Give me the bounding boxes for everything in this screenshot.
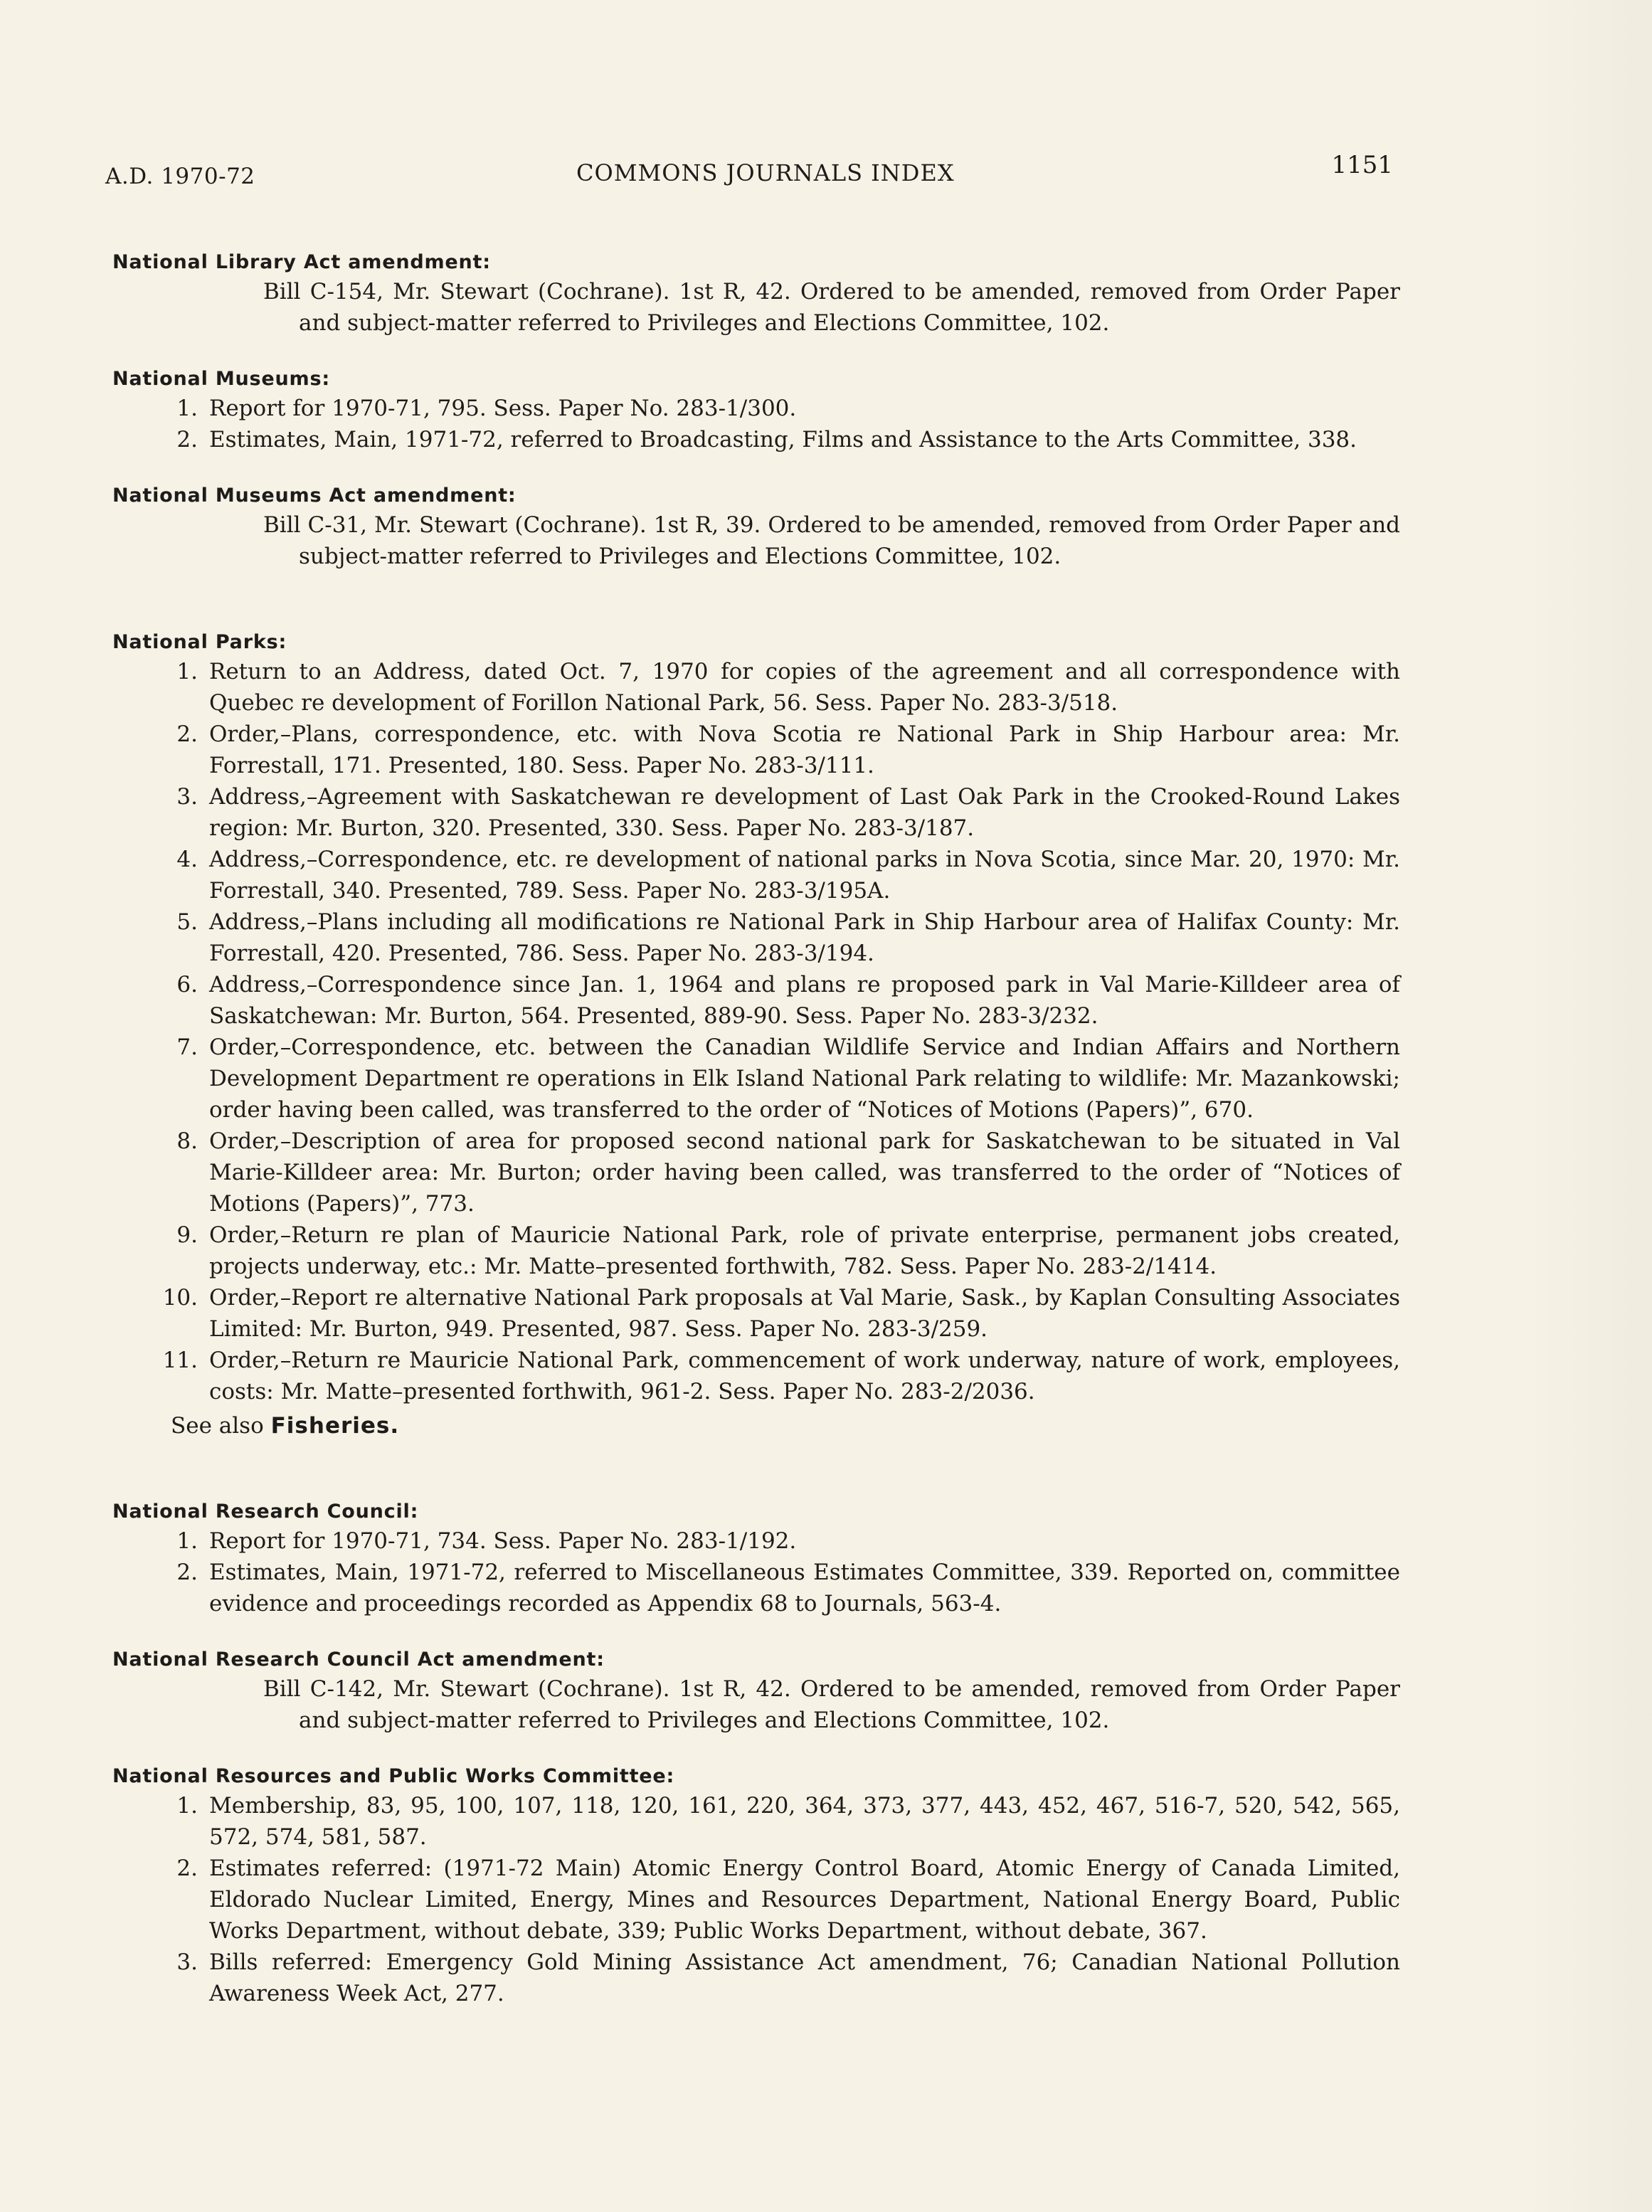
entry-text: Report for 1970-71, 734. Sess. Paper No. 283-1/192. bbox=[209, 1528, 797, 1554]
page-edge-shading bbox=[1524, 0, 1652, 2212]
entry-text: Estimates, Main, 1971-72, referred to Miscellaneous Estimates Committee, 339. Reported on, committee evidence and proceedings recorded as Appendix 68 to Journals, 563-4. bbox=[209, 1560, 1400, 1616]
index-entry bbox=[112, 719, 1400, 781]
entry-text: Estimates, Main, 1971-72, referred to Broadcasting, Films and Assistance to the Arts Committee, 338. bbox=[209, 427, 1357, 453]
entry-number: 2. bbox=[176, 427, 198, 453]
entry-number: 2. bbox=[176, 721, 198, 747]
section-heading: National Museums Act amendment: bbox=[112, 485, 517, 507]
index-entry bbox=[112, 906, 1400, 969]
index-entry bbox=[112, 1853, 1400, 1947]
index-entry bbox=[112, 656, 1400, 719]
entry-text: Estimates referred: (1971-72 Main) Atomic Energy Control Board, Atomic Energy of Canada Limited, Eldorado Nuclear Limited, Energy, Mines and Resources Department, National Energy Board, Public Works Department, without debate, 339; Public Works Department, without debate, 367. bbox=[209, 1856, 1400, 1944]
entry-number: 5. bbox=[176, 909, 198, 935]
section-heading: National Resources and Public Works Committee: bbox=[112, 1765, 675, 1787]
index-entry bbox=[112, 1032, 1400, 1126]
entry-text: Return to an Address, dated Oct. 7, 1970 for copies of the agreement and all correspondence with Quebec re development of Forillon National Park, 56. Sess. Paper No. 283-3/518. bbox=[209, 659, 1400, 716]
entry-number: 4. bbox=[176, 847, 198, 872]
index-content bbox=[112, 249, 1400, 2036]
entry-number: 1. bbox=[176, 396, 198, 421]
index-entry bbox=[112, 393, 1400, 424]
section-paragraph: Bill C-142, Mr. Stewart (Cochrane). 1st R, 42. Ordered to be amended, removed from Order Paper and subject-matter referred to Privileges and Elections Committee, 102. bbox=[263, 1676, 1400, 1733]
entry-text: Address,–Plans including all modifications re National Park in Ship Harbour area of Halifax County: Mr. Forrestall, 420. Presented, 786. Sess. Paper No. 283-3/194. bbox=[209, 909, 1400, 966]
entry-number: 9. bbox=[176, 1222, 198, 1248]
entry-text: Address,–Correspondence since Jan. 1, 1964 and plans re proposed park in Val Marie-Killdeer area of Saskatchewan: Mr. Burton, 564. Presented, 889-90. Sess. Paper No. 283-3/232. bbox=[209, 972, 1400, 1029]
entry-text: Address,–Correspondence, etc. re development of national parks in Nova Scotia, since Mar. 20, 1970: Mr. Forrestall, 340. Presented, 789. Sess. Paper No. 283-3/195A. bbox=[209, 847, 1400, 904]
section-heading: National Research Council Act amendment: bbox=[112, 1649, 605, 1671]
index-entry bbox=[112, 969, 1400, 1032]
see-also-label: See also bbox=[171, 1413, 264, 1439]
section-heading: National Parks: bbox=[112, 631, 287, 653]
entry-number: 3. bbox=[176, 784, 198, 810]
index-entry bbox=[112, 1790, 1400, 1853]
see-also-target: Fisheries. bbox=[270, 1413, 400, 1439]
entry-text: Order,–Report re alternative National Park proposals at Val Marie, Sask., by Kaplan Consulting Associates Limited: Mr. Burton, 949. Presented, 987. Sess. Paper No. 283-3/259. bbox=[209, 1285, 1400, 1342]
page-header bbox=[105, 151, 1393, 201]
index-entry bbox=[112, 1126, 1400, 1219]
section-paragraph: Bill C-154, Mr. Stewart (Cochrane). 1st R, 42. Ordered to be amended, removed from Order Paper and subject-matter referred to Privileges and Elections Committee, 102. bbox=[263, 279, 1400, 336]
header-title: COMMONS JOURNALS INDEX bbox=[576, 159, 955, 186]
entry-number: 11. bbox=[162, 1348, 198, 1373]
section-heading: National Library Act amendment: bbox=[112, 251, 491, 273]
section-heading: National Research Council: bbox=[112, 1501, 419, 1523]
entry-text: Membership, 83, 95, 100, 107, 118, 120, 161, 220, 364, 373, 377, 443, 452, 467, 516-7, 520, 542, 565, 572, 574, 581, 587. bbox=[209, 1793, 1400, 1850]
header-year-range: A.D. 1970-72 bbox=[105, 164, 255, 189]
section-heading: National Museums: bbox=[112, 368, 330, 390]
index-entry bbox=[112, 1557, 1400, 1619]
entry-number: 1. bbox=[176, 1793, 198, 1819]
index-entry bbox=[112, 1525, 1400, 1557]
index-entry bbox=[112, 1947, 1400, 2009]
entry-number: 6. bbox=[176, 972, 198, 997]
entry-text: Bills referred: Emergency Gold Mining Assistance Act amendment, 76; Canadian National Pollution Awareness Week Act, 277. bbox=[209, 1949, 1400, 2006]
index-entry bbox=[112, 1282, 1400, 1345]
entry-text: Report for 1970-71, 795. Sess. Paper No. 283-1/300. bbox=[209, 396, 797, 421]
index-section-national-research-council-act bbox=[112, 1646, 1400, 1736]
index-entry bbox=[112, 1219, 1400, 1282]
entry-number: 2. bbox=[176, 1560, 198, 1585]
section-paragraph: Bill C-31, Mr. Stewart (Cochrane). 1st R, 39. Ordered to be amended, removed from Order Paper and subject-matter referred to Privileges and Elections Committee, 102. bbox=[263, 512, 1400, 569]
index-entry bbox=[112, 1345, 1400, 1407]
see-also-reference bbox=[112, 1410, 1400, 1441]
entry-number: 3. bbox=[176, 1949, 198, 1975]
entry-number: 1. bbox=[176, 659, 198, 684]
entry-text: Order,–Plans, correspondence, etc. with Nova Scotia re National Park in Ship Harbour area: Mr. Forrestall, 171. Presented, 180. Sess. Paper No. 283-3/111. bbox=[209, 721, 1400, 778]
entry-text: Order,–Return re Mauricie National Park, commencement of work underway, nature of work, employees, costs: Mr. Matte–presented forthwith, 961-2. Sess. Paper No. 283-2/2036. bbox=[209, 1348, 1400, 1404]
index-section-national-parks bbox=[112, 629, 1400, 1441]
entry-number: 1. bbox=[176, 1528, 198, 1554]
index-entry bbox=[112, 424, 1400, 455]
entry-text: Order,–Return re plan of Mauricie National Park, role of private enterprise, permanent jobs created, projects underway, etc.: Mr. Matte–presented forthwith, 782. Sess. Paper No. 283-2/1414. bbox=[209, 1222, 1400, 1279]
entry-number: 10. bbox=[162, 1285, 198, 1311]
entry-number: 8. bbox=[176, 1128, 198, 1154]
entry-text: Order,–Correspondence, etc. between the Canadian Wildlife Service and Indian Affairs and Northern Development Department re operations in Elk Island National Park relating to wildlife: Mr. Mazankowski; order having been called, was transferred to the order of “Notices of Motions (Papers)”, 670. bbox=[209, 1034, 1400, 1123]
index-section-national-library-act bbox=[112, 249, 1400, 339]
index-entry bbox=[112, 844, 1400, 906]
entry-number: 7. bbox=[176, 1034, 198, 1060]
entry-text: Address,–Agreement with Saskatchewan re development of Last Oak Park in the Crooked-Round Lakes region: Mr. Burton, 320. Presented, 330. Sess. Paper No. 283-3/187. bbox=[209, 784, 1400, 841]
entry-number: 2. bbox=[176, 1856, 198, 1881]
index-section-national-museums bbox=[112, 366, 1400, 455]
index-entry bbox=[112, 781, 1400, 844]
entry-text: Order,–Description of area for proposed second national park for Saskatchewan to be situated in Val Marie-Killdeer area: Mr. Burton; order having been called, was transferred to the order of “Notices of Motions (Papers)”, 773. bbox=[209, 1128, 1400, 1217]
index-section-national-research-council bbox=[112, 1498, 1400, 1619]
index-section-national-resources-committee bbox=[112, 1763, 1400, 2009]
index-section-national-museums-act bbox=[112, 482, 1400, 572]
page-number: 1151 bbox=[1331, 151, 1393, 179]
